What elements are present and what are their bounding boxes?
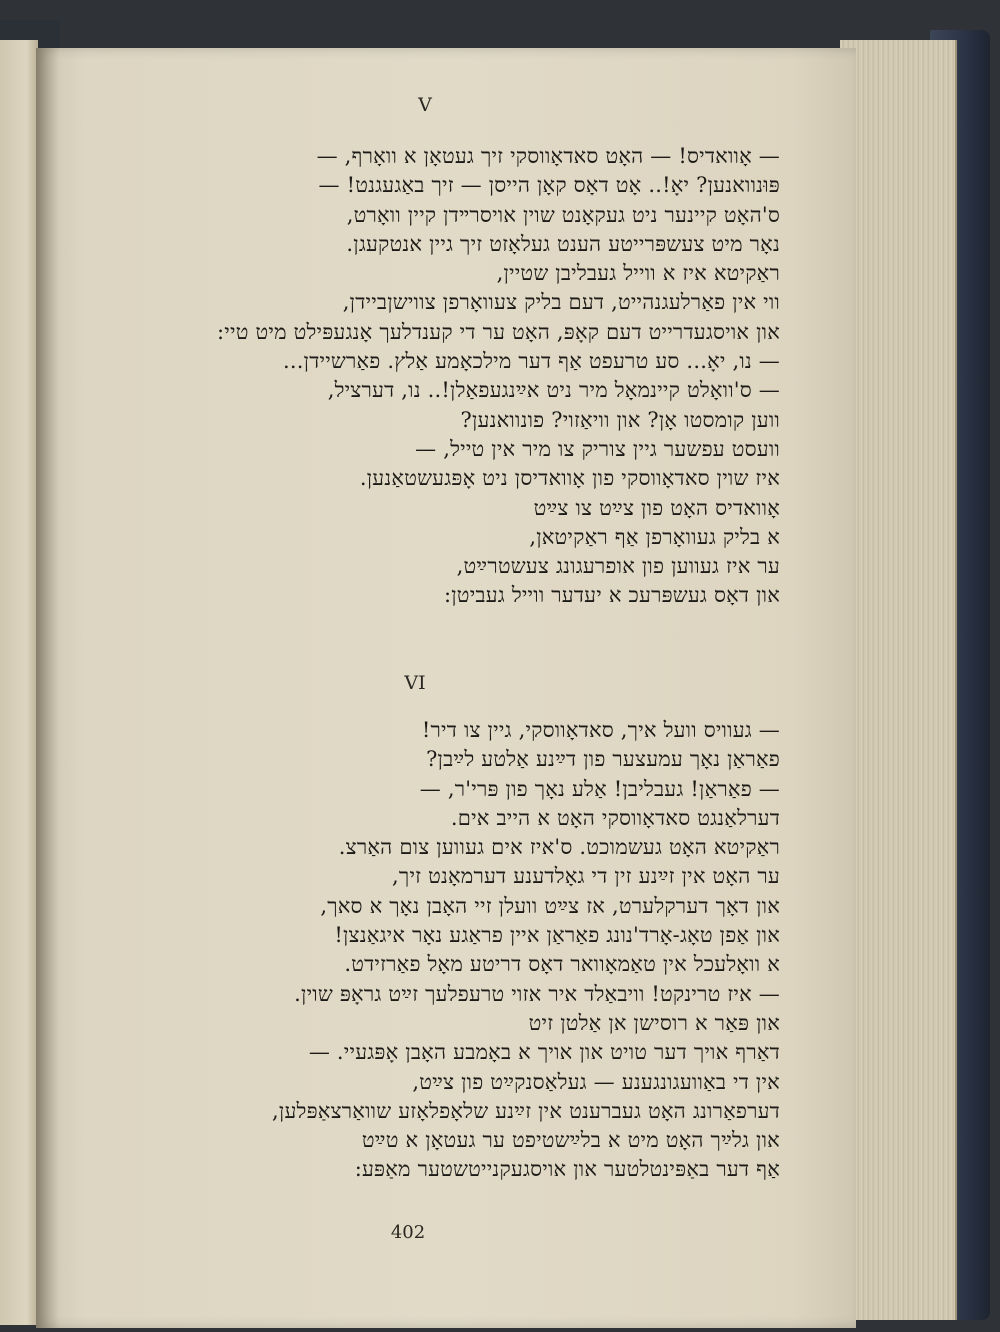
text-line: א בליק געוואָרפן אַף ראַקיטאן, (529, 524, 780, 549)
text-line: פאַראַן נאָך עמעצער פון דײַנע אַלטע לײַבן? (426, 747, 780, 772)
section-heading-v: V (418, 94, 432, 116)
text-line: און גלײַך האָט מיט א בלײַשטיפט ער געטאָן א טײַט (361, 1128, 780, 1153)
text-line: איז שוין סאדאָווסקי פון אָוואדיסן ניט אָפּגעשטאַנען. (359, 466, 780, 491)
text-line: ווען קומסטו אָן? און וויאַזוי? פונוואנען? (460, 407, 780, 432)
text-line: און פּאַר א רוסישן אן אַלטן זיט (528, 1010, 780, 1035)
page-stack-edge (840, 40, 957, 1320)
text-line: ראַקיטא האָט געשמוכט. ס'איז אים געווען צום האַרצ. (338, 835, 780, 860)
text-line: דערפאַרונג האָט געברענט אין זײַנע שלאָפלאָזע שוואַרצאַפּלען, (272, 1098, 780, 1123)
text-line: דאַרף אויך דער טויט און אויך א באָמבע האָבן אָפּגעיי. — (308, 1040, 780, 1065)
text-line: און אַפן טאָג-אָרד'נונג פאַראַן איין פראַגע נאָר איגאַנצן! (334, 923, 780, 948)
text-line: ראַקיטא איז א ווייל געבליבן שטיין, (496, 261, 780, 286)
text-line: — איז טרינקט! וויבאַלד איר אזוי טרעפלעך זײַט גראָפּ שוין. (294, 981, 780, 1006)
page-number: 402 (390, 1222, 426, 1243)
text-line: אָוואדיס האָט פון צײַט צו צײַט (533, 495, 780, 520)
left-page-edge (0, 40, 38, 1325)
text-line: — פאַראַן! געבליבן! אַלע נאָך פון פּרי'ר, — (419, 776, 780, 801)
text-line: ס'האָט קיינער ניט געקאָנט שוין אויסרײדן קיין וואָרט, (346, 202, 780, 227)
text-line: — ס'וואָלט קיינמאָל מיר ניט אײַנגעפאַלן!.. נו, דערציל, (327, 378, 780, 403)
text-line: — געוויס וועל איך, סאדאָווסקי, גיין צו דיר! (421, 718, 780, 742)
text-line: נאָר מיט צעשפּרייטע הענט געלאָזט זיך גיין אנטקעגן. (346, 231, 780, 256)
text-line: אין די באַוועגונגענע — געלאַסנקײַט פון צײַט, (412, 1069, 780, 1094)
text-line: און דאָך דערקלערט, אז צײַט וועלן זיי האָבן נאָך א סאך, (320, 893, 780, 918)
text-line: און דאָס געשפּרעכ א יעדער ווייל געביטן: (443, 583, 780, 608)
text-line: ווי אין פאַרלעגנהייט, דעם בליק צעוואָרפן צווישןביידן, (342, 290, 780, 315)
text-line: ער איז געווען פון אופרעגונג צעשטרײַט, (456, 554, 780, 579)
section-heading-vi: VI (404, 672, 426, 694)
text-line: — אָוואדיס! — האָט סאדאָווסקי זיך געטאָן א וואָרף, — (316, 144, 780, 168)
text-line: א וואָלעכל אין טאַמאָוואר דאָס דריטע מאָל פאַרזידט. (344, 952, 780, 977)
text-line: פּוּנוואנען? יאָ!.. אָט דאָס קאָן הייסן — זיך באַגעגנט! — (318, 173, 780, 198)
text-line: ער האָט אין זײַנע זין די גאָלדענע דערמאָנט זיך, (392, 864, 780, 889)
text-line: אַף דער באַפּינטלטער און אויסגעקנייטשטער מאַפּע: (354, 1157, 780, 1182)
section-v-text (160, 142, 780, 611)
text-line: — נו, יאָ... סע טרעפט אַף דער מילכאָמע אַלץ. פאַרשיידן... (283, 349, 780, 374)
text-line: דערלאַנגט סאדאָווסקי האָט א הייב אים. (450, 805, 780, 830)
text-line: און אויסגעדרייט דעם קאָפּ, האָט ער די קענדלעך אָנגעפּילט מיט טיי: (217, 319, 780, 344)
section-vi-text (160, 716, 780, 1185)
text-line: וועסט עפשער גיין צוריק צו מיר אין טייל, — (415, 436, 780, 461)
gutter-shadow (36, 48, 60, 1328)
